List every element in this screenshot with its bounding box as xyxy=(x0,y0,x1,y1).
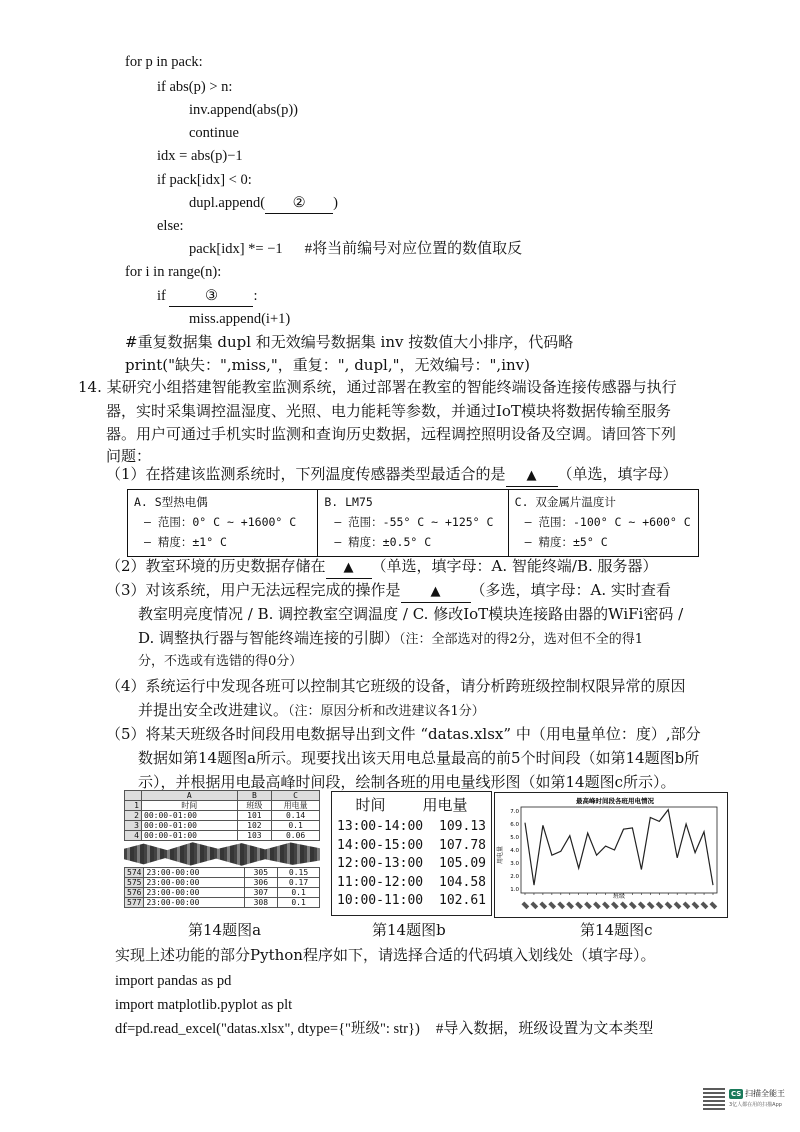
x-tick-label xyxy=(602,901,610,909)
scoring-note: （注：原因分析和改进建议各1分） xyxy=(288,704,485,719)
y-tick-label: 7.0 xyxy=(510,809,519,815)
x-tick-label xyxy=(665,901,673,909)
y-tick-label: 2.0 xyxy=(510,874,519,880)
column-letter: B xyxy=(237,791,272,801)
chart-title: 最高峰时间段各班用电情况 xyxy=(576,797,654,805)
cell: 00:00-01:00 xyxy=(142,821,238,831)
code-line: if abs(p) > n: xyxy=(157,79,233,95)
row-number: 3 xyxy=(125,821,142,831)
code-line: else: xyxy=(157,218,184,234)
table-row xyxy=(125,801,320,811)
option-name: C. 双金属片温度计 xyxy=(514,495,616,509)
option-accuracy: – 精度：±1° C xyxy=(144,535,227,549)
x-tick-label xyxy=(692,901,700,909)
x-tick-label xyxy=(593,901,601,909)
q14-sub3-line xyxy=(138,628,643,650)
scoring-note: （注：全部选对的得2分，选对但不全的得1 xyxy=(399,632,644,647)
q14-sub5: （5）将某天班级各时间段用电数据导出到文件 “datas.xlsx” 中（用电量单位：度）,部分 xyxy=(106,725,701,743)
time-cell: 13:00-14:00 xyxy=(337,819,424,834)
code-line: if pack[idx] < 0: xyxy=(157,172,252,188)
x-tick-label xyxy=(701,901,709,909)
cell: 308 xyxy=(244,898,278,908)
x-tick-label xyxy=(611,901,619,909)
table-row xyxy=(125,868,320,878)
cell: 0.14 xyxy=(272,811,320,821)
option-range: – 范围：-100° C ~ +600° C xyxy=(524,515,691,529)
column-letter-row xyxy=(125,791,320,801)
option-c xyxy=(509,490,698,556)
table-row xyxy=(125,821,320,831)
cell: 0.06 xyxy=(272,831,320,841)
figure-b-top5 xyxy=(331,791,492,916)
cell: 23:00-00:00 xyxy=(144,868,244,878)
table-row xyxy=(125,811,320,821)
code-line-blank-3 xyxy=(157,286,258,307)
torn-gap xyxy=(124,841,320,867)
code-line: print("缺失：",miss,"，重复：", dupl,"，无效编号：",inv) xyxy=(125,356,530,374)
cell: 用电量 xyxy=(272,801,320,811)
y-tick-label: 4.0 xyxy=(510,848,519,854)
x-tick-label xyxy=(683,901,691,909)
y-tick-label: 1.0 xyxy=(510,887,519,893)
x-tick-label xyxy=(575,901,583,909)
figure-c-caption: 第14题图c xyxy=(580,921,653,939)
code-line: for i in range(n): xyxy=(125,264,222,280)
x-tick-label xyxy=(566,901,574,909)
q14-sub5-line: 数据如第14题图a所示。现要找出该天用电总量最高的前5个时间段（如第14题图b所 xyxy=(138,749,700,767)
code-line: idx = abs(p)−1 xyxy=(157,148,243,164)
code-text: pack[idx] *= −1 xyxy=(189,241,283,257)
usage-cell: 107.78 xyxy=(439,837,486,853)
table-row xyxy=(332,855,491,874)
figure-a-spreadsheet xyxy=(124,790,320,912)
table-row xyxy=(332,818,491,837)
table-row xyxy=(125,878,320,888)
option-range: – 范围：0° C ~ +1600° C xyxy=(144,515,297,529)
code-line: miss.append(i+1) xyxy=(189,311,291,327)
code-comment: #将当前编号对应位置的数值取反 xyxy=(304,241,523,257)
scoring-note: 分，不选或有选错的得0分） xyxy=(138,654,303,669)
x-tick-label xyxy=(709,901,717,909)
row-number: 577 xyxy=(125,898,144,908)
answer-blank: ▲ xyxy=(506,466,558,487)
question-text: （3）对该系统，用户无法远程完成的操作是 xyxy=(106,581,401,599)
code-comment: #重复数据集 dupl 和无效编号数据集 inv 按数值大小排序，代码略 xyxy=(125,333,574,351)
cell: 0.1 xyxy=(278,898,320,908)
app-name: 扫描全能王 xyxy=(745,1089,785,1098)
code-line: import pandas as pd xyxy=(115,973,232,989)
time-cell: 11:00-12:00 xyxy=(337,874,424,890)
usage-cell: 109.13 xyxy=(439,819,486,834)
question-text: （多选，填字母：A. 实时查看 xyxy=(470,581,671,599)
row-number: 4 xyxy=(125,831,142,841)
time-cell: 12:00-13:00 xyxy=(337,856,424,871)
line-chart-svg xyxy=(495,793,727,917)
cell: 0.15 xyxy=(278,868,320,878)
column-letter: C xyxy=(272,791,320,801)
qr-code-icon xyxy=(703,1088,725,1110)
header-time: 时间 xyxy=(355,796,386,814)
usage-cell: 105.09 xyxy=(439,856,486,871)
q14-intro: 器。用户可通过手机实时监测和查询历史数据，远程调控照明设备及空调。请回答下列 xyxy=(106,425,677,443)
series-line xyxy=(525,810,713,885)
y-tick-label: 3.0 xyxy=(510,861,519,867)
question-text: D. 调整执行器与智能终端连接的引脚） xyxy=(138,629,400,647)
time-cell: 14:00-15:00 xyxy=(337,837,424,853)
code-line: import matplotlib.pyplot as plt xyxy=(115,997,293,1013)
x-tick-label xyxy=(539,901,547,909)
x-tick-label xyxy=(620,901,628,909)
x-tick-label xyxy=(656,901,664,909)
app-slogan: 3亿人都在用的扫描App xyxy=(729,1102,782,1108)
cell: 305 xyxy=(244,868,278,878)
x-tick-label xyxy=(584,901,592,909)
usage-cell: 104.58 xyxy=(439,874,486,890)
cell: 0.1 xyxy=(272,821,320,831)
code-line xyxy=(189,239,522,259)
code-text: if xyxy=(157,288,166,304)
x-tick-label xyxy=(674,901,682,909)
cell: 23:00-00:00 xyxy=(144,878,244,888)
question-text: （单选，填字母：A. 智能终端/B. 服务器） xyxy=(371,557,658,575)
time-cell: 10:00-11:00 xyxy=(337,893,424,908)
x-tick-label xyxy=(530,901,538,909)
code-line: continue xyxy=(189,125,239,141)
usage-cell: 102.61 xyxy=(439,893,486,908)
code-line: for p in pack: xyxy=(125,54,203,70)
question-text: （1）在搭建该监测系统时，下列温度传感器类型最适合的是 xyxy=(106,465,506,483)
scanner-watermark xyxy=(703,1088,791,1118)
q14-sub1 xyxy=(106,464,678,487)
question-text: （单选，填字母） xyxy=(557,465,678,483)
y-tick-label: 6.0 xyxy=(510,822,519,828)
q14-sub3-line: 教室明亮度情况 / B. 调控教室空调温度 / C. 修改IoT模块连接路由器的WiFi密码 / xyxy=(138,605,684,623)
q14-sub3 xyxy=(106,580,671,603)
cell: 102 xyxy=(237,821,272,831)
x-tick-label xyxy=(647,901,655,909)
code-text: ) xyxy=(333,195,338,211)
q14-sub4-line xyxy=(138,700,485,722)
cell: 班级 xyxy=(237,801,272,811)
chart-xlabel: 班级 xyxy=(612,893,626,900)
code-text: : xyxy=(253,288,258,304)
table-row xyxy=(332,837,491,856)
q14-sub4: （4）系统运行中发现各班可以控制其它班级的设备，请分析跨班级控制权限异常的原因 xyxy=(106,677,686,695)
x-tick-label xyxy=(638,901,646,909)
code-line xyxy=(115,1019,653,1039)
cell: 23:00-00:00 xyxy=(144,898,244,908)
cell: 00:00-01:00 xyxy=(142,831,238,841)
question-text: 并提出安全改进建议。 xyxy=(138,701,289,719)
cell: 101 xyxy=(237,811,272,821)
table-row xyxy=(125,888,320,898)
x-tick-label xyxy=(521,901,529,909)
cell: 0.1 xyxy=(278,888,320,898)
option-b xyxy=(318,490,508,556)
x-tick-label xyxy=(557,901,565,909)
blank-3: ③ xyxy=(169,286,253,307)
option-range: – 范围：-55° C ~ +125° C xyxy=(334,515,494,529)
cell: 307 xyxy=(244,888,278,898)
table-row xyxy=(125,831,320,841)
answer-blank: ▲ xyxy=(326,558,372,579)
answer-blank: ▲ xyxy=(401,582,471,603)
option-accuracy: – 精度：±5° C xyxy=(524,535,608,549)
x-tick-label xyxy=(629,901,637,909)
app-badge: CS xyxy=(731,1090,742,1098)
cell: 0.17 xyxy=(278,878,320,888)
table-row xyxy=(125,898,320,908)
top5-header xyxy=(332,792,491,818)
option-a xyxy=(128,490,318,556)
code-text: df=pd.read_excel("datas.xlsx", dtype={"班级": str}) xyxy=(115,1021,420,1037)
cell: 103 xyxy=(237,831,272,841)
cell: 00:00-01:00 xyxy=(142,811,238,821)
x-tick-label xyxy=(548,901,556,909)
sheet-bottom xyxy=(124,867,320,908)
row-number: 2 xyxy=(125,811,142,821)
q14-intro: 14. 某研究小组搭建智能教室监测系统，通过部署在教室的智能终端设备连接传感器与执行 xyxy=(78,378,677,396)
code-line-blank-2 xyxy=(189,193,338,214)
column-letter: A xyxy=(142,791,238,801)
cell: 306 xyxy=(244,878,278,888)
cell: 时间 xyxy=(142,801,238,811)
table-row xyxy=(332,892,491,911)
q14-sub2 xyxy=(106,556,658,579)
header-usage: 用电量 xyxy=(422,796,468,814)
option-accuracy: – 精度：±0.5° C xyxy=(334,535,432,549)
row-number: 574 xyxy=(125,868,144,878)
q14-intro: 问题： xyxy=(106,447,152,465)
row-number: 1 xyxy=(125,801,142,811)
y-tick-label: 5.0 xyxy=(510,835,519,841)
table-row xyxy=(332,874,491,893)
figure-c-line-chart xyxy=(494,792,728,918)
instruction-line: 实现上述功能的部分Python程序如下，请选择合适的代码填入划线处（填字母）。 xyxy=(115,946,656,964)
code-comment: #导入数据，班级设置为文本类型 xyxy=(435,1021,654,1037)
blank-2: ② xyxy=(265,193,333,214)
sheet-top xyxy=(124,790,320,841)
sensor-options-table xyxy=(127,489,699,557)
option-name: A. S型热电偶 xyxy=(134,495,208,509)
code-line: inv.append(abs(p)) xyxy=(189,102,298,118)
row-number: 576 xyxy=(125,888,144,898)
q14-sub5-line: 示），并根据用电最高峰时间段，绘制各班的用电量线形图（如第14题图c所示）。 xyxy=(138,773,676,791)
option-name: B. LM75 xyxy=(324,495,373,509)
q14-intro: 器，实时采集调控温湿度、光照、电力能耗等参数，并通过IoT模块将数据传输至服务 xyxy=(106,402,671,420)
chart-ylabel: 用电量 xyxy=(497,845,504,865)
question-text: （2）教室环境的历史数据存储在 xyxy=(106,557,326,575)
cell: 23:00-00:00 xyxy=(144,888,244,898)
figure-b-caption: 第14题图b xyxy=(372,921,446,939)
row-number: 575 xyxy=(125,878,144,888)
figure-a-caption: 第14题图a xyxy=(188,921,262,939)
code-text: dupl.append( xyxy=(189,195,266,211)
